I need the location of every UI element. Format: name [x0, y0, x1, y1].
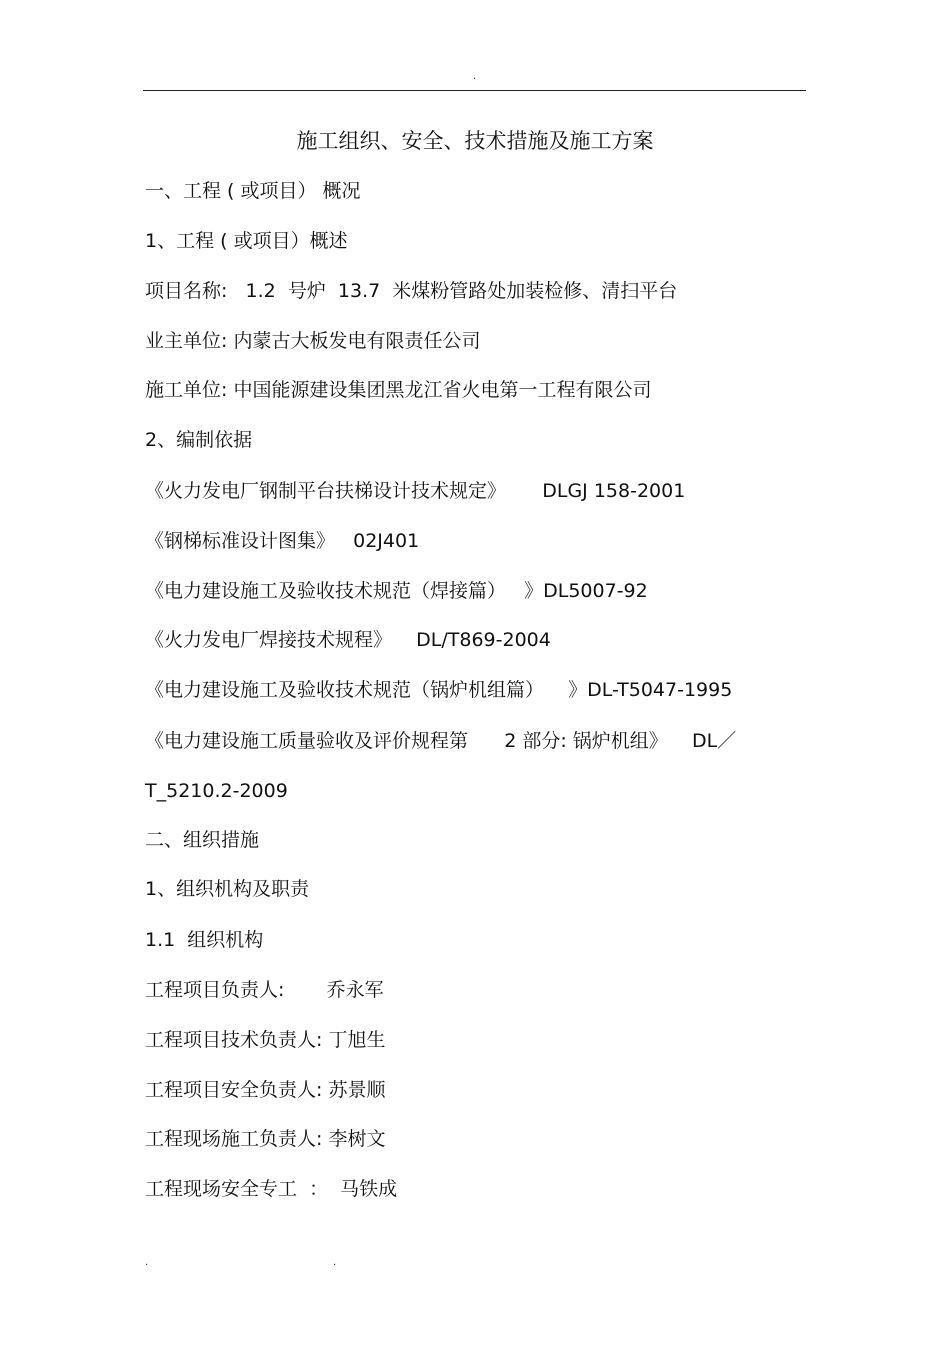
reference-item: 《火力发电厂焊接技术规程》 DL/T869-2004: [145, 629, 551, 651]
reference-item: 《电力建设施工质量验收及评价规程第 2 部分: 锅炉机组》 DL／: [145, 730, 737, 752]
personnel-line: 工程项目技术负责人: 丁旭生: [145, 1029, 386, 1051]
reference-item: 《电力建设施工及验收技术规范（锅炉机组篇） 》DL-T5047-1995: [145, 679, 733, 701]
section-heading-overview: 一、工程 ( 或项目） 概况: [145, 180, 361, 202]
construction-unit-line: 施工单位: 中国能源建设集团黑龙江省火电第一工程有限公司: [145, 379, 652, 401]
personnel-line: 工程现场安全专工 ： 马铁成: [145, 1178, 398, 1200]
project-name-line: 项目名称: 1.2 号炉 13.7 米煤粉管路处加装检修、清扫平台: [145, 280, 678, 302]
subsection-heading-structure: 1、组织机构及职责: [145, 878, 310, 900]
personnel-line: 工程项目负责人: 乔永军: [145, 979, 384, 1001]
subsection-heading-basis: 2、编制依据: [145, 429, 253, 451]
header-mark: .: [473, 71, 477, 82]
header-rule: [143, 90, 806, 91]
subsubsection-heading-structure: 1.1 组织机构: [145, 929, 264, 951]
reference-item: 《钢梯标准设计图集》 02J401: [145, 530, 420, 552]
document-title: 施工组织、安全、技术措施及施工方案: [296, 129, 654, 153]
reference-item: 《电力建设施工及验收技术规范（焊接篇） 》DL5007-92: [145, 580, 648, 602]
owner-unit-line: 业主单位: 内蒙古大板发电有限责任公司: [145, 330, 481, 352]
personnel-line: 工程现场施工负责人: 李树文: [145, 1128, 386, 1150]
footer-mark-left: .: [145, 1257, 149, 1268]
section-heading-organization: 二、组织措施: [145, 829, 260, 851]
reference-item: 《火力发电厂钢制平台扶梯设计技术规定》 DLGJ 158-2001: [145, 480, 686, 502]
personnel-line: 工程项目安全负责人: 苏景顺: [145, 1079, 386, 1101]
subsection-heading-summary: 1、工程 ( 或项目）概述: [145, 230, 348, 252]
reference-item-continuation: T_5210.2-2009: [145, 780, 288, 802]
footer-mark-right: .: [333, 1257, 337, 1268]
